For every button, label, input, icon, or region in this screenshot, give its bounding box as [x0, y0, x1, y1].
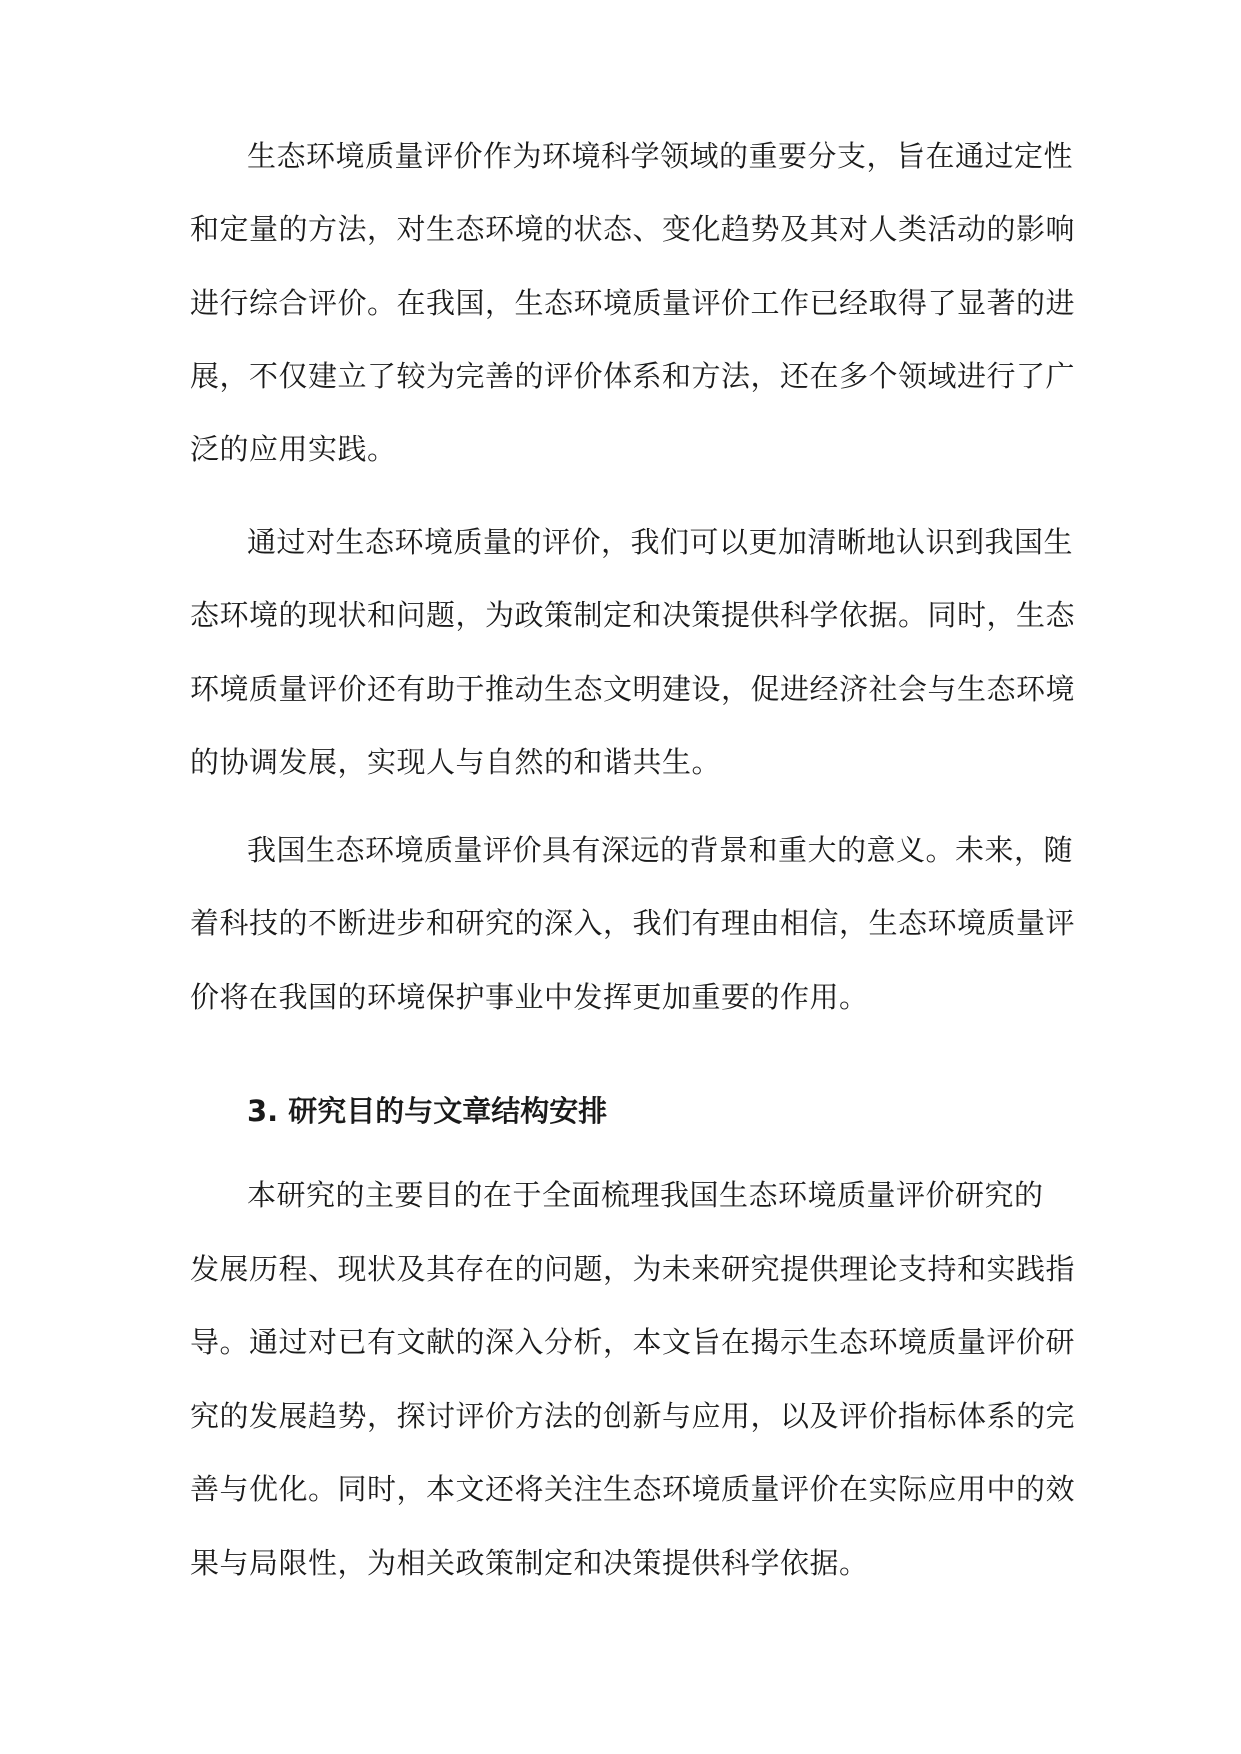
paragraph-line: 本研究的主要目的在于全面梳理我国生态环境质量评价研究的 — [247, 1178, 1044, 1212]
paragraph-line: 果与局限性，为相关政策制定和决策提供科学依据。 — [190, 1546, 869, 1580]
paragraph-line: 泛的应用实践。 — [190, 432, 397, 466]
paragraph-line: 环境质量评价还有助于推动生态文明建设，促进经济社会与生态环境 — [190, 672, 1076, 706]
paragraph-line: 价将在我国的环境保护事业中发挥更加重要的作用。 — [190, 980, 869, 1014]
paragraph-line: 究的发展趋势，探讨评价方法的创新与应用，以及评价指标体系的完 — [190, 1399, 1076, 1433]
paragraph-line: 的协调发展，实现人与自然的和谐共生。 — [190, 745, 722, 779]
paragraph-line: 和定量的方法，对生态环境的状态、变化趋势及其对人类活动的影响 — [190, 212, 1076, 246]
paragraph-line: 展，不仅建立了较为完善的评价体系和方法，还在多个领域进行了广 — [190, 359, 1076, 393]
paragraph-line: 发展历程、现状及其存在的问题，为未来研究提供理论支持和实践指 — [190, 1252, 1076, 1286]
section-heading: 3. 研究目的与文章结构安排 — [247, 1094, 608, 1128]
paragraph-line: 善与优化。同时，本文还将关注生态环境质量评价在实际应用中的效 — [190, 1472, 1076, 1506]
paragraph-line: 态环境的现状和问题，为政策制定和决策提供科学依据。同时，生态 — [190, 598, 1076, 632]
paragraph-line: 导。通过对已有文献的深入分析，本文旨在揭示生态环境质量评价研 — [190, 1325, 1076, 1359]
paragraph-line: 着科技的不断进步和研究的深入，我们有理由相信，生态环境质量评 — [190, 906, 1076, 940]
paragraph-line: 我国生态环境质量评价具有深远的背景和重大的意义。未来，随 — [247, 833, 1074, 867]
paragraph-line: 生态环境质量评价作为环境科学领域的重要分支，旨在通过定性 — [247, 139, 1074, 173]
paragraph-line: 通过对生态环境质量的评价，我们可以更加清晰地认识到我国生 — [247, 525, 1074, 559]
paragraph-line: 进行综合评价。在我国，生态环境质量评价工作已经取得了显著的进 — [190, 286, 1076, 320]
